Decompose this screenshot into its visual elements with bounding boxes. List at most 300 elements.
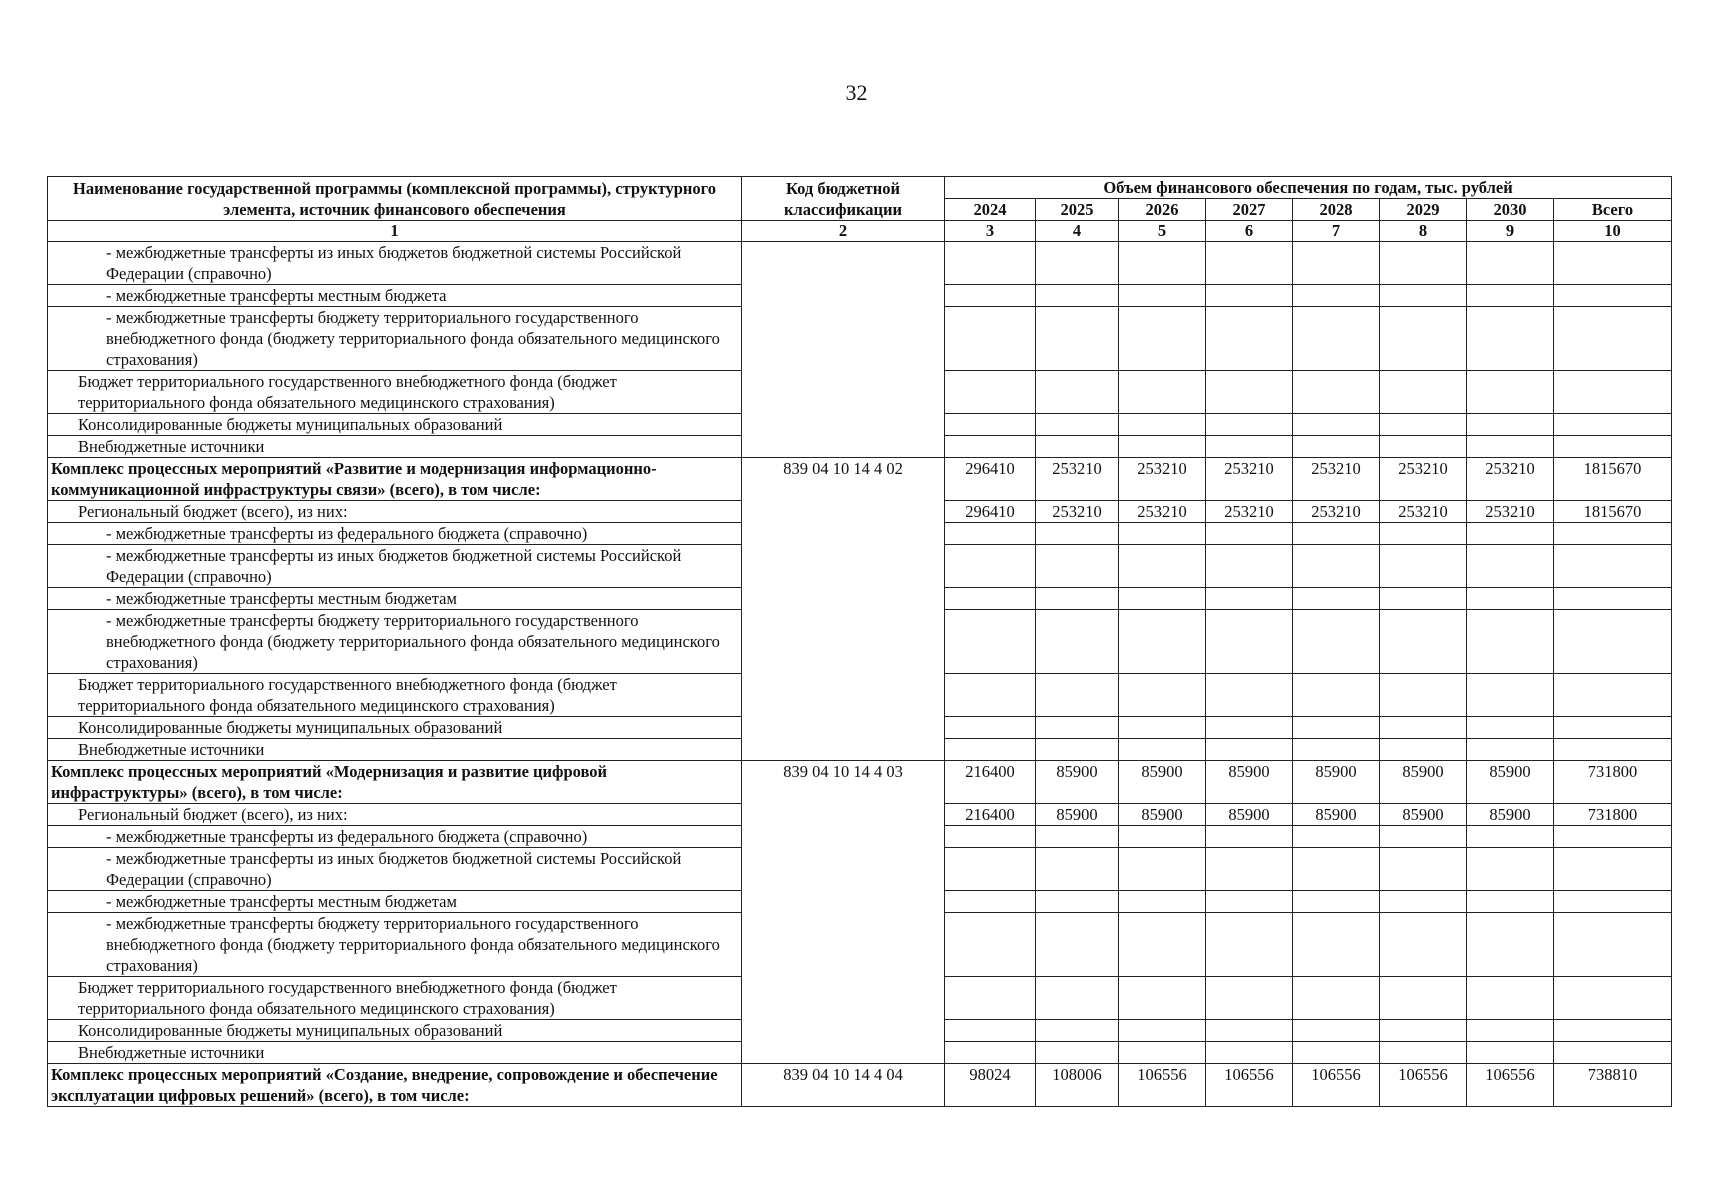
row-value — [1036, 674, 1119, 717]
row-value — [1119, 285, 1206, 307]
row-value — [1293, 285, 1380, 307]
row-value — [1036, 610, 1119, 674]
col-number: 6 — [1206, 221, 1293, 242]
row-value: 253210 — [1380, 458, 1467, 501]
table-row — [48, 610, 1672, 674]
row-name: - межбюджетные трансферты из иных бюджетов бюджетной системы Российской Федерации (справочно) — [48, 848, 742, 891]
table-row — [48, 371, 1672, 414]
row-value — [945, 913, 1036, 977]
row-value: 253210 — [1206, 501, 1293, 523]
row-value — [1467, 739, 1554, 761]
program-row — [48, 761, 1672, 804]
row-value — [1206, 1042, 1293, 1064]
table-row — [48, 545, 1672, 588]
header-code-col: Код бюджетной классификации — [742, 177, 945, 221]
row-value — [1206, 1020, 1293, 1042]
row-value — [1467, 913, 1554, 977]
row-value — [1380, 285, 1467, 307]
row-value — [1119, 545, 1206, 588]
row-value — [1467, 545, 1554, 588]
row-value — [1467, 307, 1554, 371]
program-row — [48, 1064, 1672, 1107]
row-value — [1206, 717, 1293, 739]
row-value: 253210 — [1036, 501, 1119, 523]
row-value — [1036, 523, 1119, 545]
row-value — [1467, 674, 1554, 717]
row-total — [1554, 436, 1672, 458]
row-code: 839 04 10 14 4 03 — [742, 761, 945, 804]
row-value: 108006 — [1036, 1064, 1119, 1107]
row-name: Региональный бюджет (всего), из них: — [48, 804, 742, 826]
row-code — [742, 545, 945, 588]
table-row — [48, 501, 1672, 523]
row-value — [1467, 436, 1554, 458]
row-value — [1119, 826, 1206, 848]
row-code — [742, 739, 945, 761]
row-value: 253210 — [1293, 458, 1380, 501]
row-total: 731800 — [1554, 761, 1672, 804]
row-value — [1119, 848, 1206, 891]
row-value — [945, 739, 1036, 761]
row-value — [1119, 610, 1206, 674]
row-name: Бюджет территориального государственного внебюджетного фонда (бюджет территориального фонда обязательного медицинского страхования) — [48, 977, 742, 1020]
table-row — [48, 674, 1672, 717]
row-value: 253210 — [1293, 501, 1380, 523]
row-value: 296410 — [945, 458, 1036, 501]
row-value — [1036, 307, 1119, 371]
row-value — [1293, 371, 1380, 414]
row-name: - межбюджетные трансферты бюджету территориального государственного внебюджетного фонда (бюджету территориального фонда обязательного медицинского страхования) — [48, 307, 742, 371]
row-value — [1036, 436, 1119, 458]
row-code — [742, 436, 945, 458]
row-code — [742, 891, 945, 913]
row-value — [1467, 285, 1554, 307]
row-value: 85900 — [1119, 761, 1206, 804]
row-total — [1554, 285, 1672, 307]
row-value: 85900 — [1380, 804, 1467, 826]
row-value — [1293, 977, 1380, 1020]
header-year: 2027 — [1206, 199, 1293, 221]
row-value — [1293, 848, 1380, 891]
row-value: 253210 — [1380, 501, 1467, 523]
header-year: 2028 — [1293, 199, 1380, 221]
row-value — [1206, 826, 1293, 848]
program-row — [48, 458, 1672, 501]
row-value: 106556 — [1467, 1064, 1554, 1107]
row-value — [1206, 674, 1293, 717]
row-value — [1206, 371, 1293, 414]
row-name: - межбюджетные трансферты из иных бюджетов бюджетной системы Российской Федерации (справочно) — [48, 242, 742, 285]
row-code — [742, 826, 945, 848]
row-value — [1467, 588, 1554, 610]
row-value — [945, 242, 1036, 285]
row-value — [1380, 610, 1467, 674]
header-total: Всего — [1554, 199, 1672, 221]
row-value: 253210 — [1119, 458, 1206, 501]
col-number: 7 — [1293, 221, 1380, 242]
row-total: 1815670 — [1554, 458, 1672, 501]
row-value — [945, 891, 1036, 913]
row-value: 98024 — [945, 1064, 1036, 1107]
row-value — [945, 545, 1036, 588]
row-value — [1293, 1042, 1380, 1064]
row-value: 106556 — [1380, 1064, 1467, 1107]
row-value — [1206, 285, 1293, 307]
row-value — [1206, 436, 1293, 458]
row-name: Региональный бюджет (всего), из них: — [48, 501, 742, 523]
header-year: 2025 — [1036, 199, 1119, 221]
row-name: - межбюджетные трансферты из федерального бюджета (справочно) — [48, 523, 742, 545]
row-value — [1467, 1042, 1554, 1064]
row-value — [1119, 436, 1206, 458]
table-row — [48, 717, 1672, 739]
row-value — [1380, 436, 1467, 458]
header-year: 2029 — [1380, 199, 1467, 221]
table-row — [48, 739, 1672, 761]
row-value — [1206, 610, 1293, 674]
row-value: 253210 — [1036, 458, 1119, 501]
row-value — [1036, 891, 1119, 913]
row-value: 85900 — [1206, 761, 1293, 804]
row-name: Комплекс процессных мероприятий «Модернизация и развитие цифровой инфраструктуры» (всего), в том числе: — [48, 761, 742, 804]
row-total: 1815670 — [1554, 501, 1672, 523]
table-row — [48, 1020, 1672, 1042]
row-value — [1380, 242, 1467, 285]
row-value — [1119, 891, 1206, 913]
row-name: - межбюджетные трансферты местным бюджетам — [48, 891, 742, 913]
row-total — [1554, 414, 1672, 436]
header-name-col: Наименование государственной программы (комплексной программы), структурного элемента, источник финансового обеспечения — [48, 177, 742, 221]
row-value — [945, 414, 1036, 436]
col-number: 10 — [1554, 221, 1672, 242]
table-row — [48, 242, 1672, 285]
row-value — [1036, 913, 1119, 977]
row-code — [742, 371, 945, 414]
row-value — [1380, 1042, 1467, 1064]
row-code — [742, 674, 945, 717]
row-name: Комплекс процессных мероприятий «Создание, внедрение, сопровождение и обеспечение эксплуатации цифровых решений» (всего), в том числе: — [48, 1064, 742, 1107]
row-value: 85900 — [1036, 804, 1119, 826]
row-value: 85900 — [1380, 761, 1467, 804]
header-volume-col: Объем финансового обеспечения по годам, тыс. рублей — [945, 177, 1672, 199]
row-value — [1036, 826, 1119, 848]
row-value — [1380, 1020, 1467, 1042]
table-row — [48, 804, 1672, 826]
row-value — [1293, 414, 1380, 436]
row-value — [1380, 545, 1467, 588]
row-code — [742, 242, 945, 285]
row-name: - межбюджетные трансферты местным бюджетам — [48, 588, 742, 610]
col-number: 4 — [1036, 221, 1119, 242]
row-value — [1119, 717, 1206, 739]
row-value — [1119, 588, 1206, 610]
row-name: Внебюджетные источники — [48, 436, 742, 458]
row-value — [1206, 242, 1293, 285]
row-name: - межбюджетные трансферты бюджету территориального государственного внебюджетного фонда (бюджету территориального фонда обязательного медицинского страхования) — [48, 610, 742, 674]
row-code — [742, 523, 945, 545]
row-name: Комплекс процессных мероприятий «Развитие и модернизация информационно-коммуникационной инфраструктуры связи» (всего), в том числе: — [48, 458, 742, 501]
row-value — [1467, 371, 1554, 414]
row-value — [1119, 523, 1206, 545]
row-value — [1119, 913, 1206, 977]
row-value — [1380, 739, 1467, 761]
row-name: Консолидированные бюджеты муниципальных образований — [48, 1020, 742, 1042]
row-value — [1036, 1020, 1119, 1042]
row-name: - межбюджетные трансферты из федерального бюджета (справочно) — [48, 826, 742, 848]
row-value — [1036, 1042, 1119, 1064]
row-name: Бюджет территориального государственного внебюджетного фонда (бюджет территориального фонда обязательного медицинского страхования) — [48, 371, 742, 414]
row-value — [1467, 891, 1554, 913]
row-total — [1554, 717, 1672, 739]
row-name: Бюджет территориального государственного внебюджетного фонда (бюджет территориального фонда обязательного медицинского страхования) — [48, 674, 742, 717]
row-value — [1293, 739, 1380, 761]
row-code: 839 04 10 14 4 04 — [742, 1064, 945, 1107]
row-value — [945, 674, 1036, 717]
row-value — [1119, 1042, 1206, 1064]
row-total — [1554, 307, 1672, 371]
row-value — [1119, 977, 1206, 1020]
row-name: - межбюджетные трансферты местным бюджета — [48, 285, 742, 307]
row-code — [742, 588, 945, 610]
row-value: 216400 — [945, 804, 1036, 826]
row-code — [742, 610, 945, 674]
row-value — [1380, 307, 1467, 371]
row-code — [742, 913, 945, 977]
row-value: 253210 — [1119, 501, 1206, 523]
row-value — [1467, 977, 1554, 1020]
row-value — [1293, 1020, 1380, 1042]
row-value — [1036, 371, 1119, 414]
table-row — [48, 848, 1672, 891]
row-value — [1206, 545, 1293, 588]
row-value — [1036, 717, 1119, 739]
row-value: 216400 — [945, 761, 1036, 804]
col-number: 8 — [1380, 221, 1467, 242]
row-value: 85900 — [1119, 804, 1206, 826]
table-body — [48, 242, 1672, 1107]
row-value — [1119, 414, 1206, 436]
table-row — [48, 826, 1672, 848]
table-row — [48, 285, 1672, 307]
row-total — [1554, 1042, 1672, 1064]
row-code — [742, 848, 945, 891]
row-value — [1380, 717, 1467, 739]
row-total — [1554, 523, 1672, 545]
row-value — [1119, 739, 1206, 761]
row-value — [1293, 588, 1380, 610]
row-code — [742, 804, 945, 826]
row-value — [1380, 977, 1467, 1020]
table-row — [48, 588, 1672, 610]
row-code — [742, 977, 945, 1020]
row-value — [1036, 588, 1119, 610]
row-total — [1554, 977, 1672, 1020]
row-value: 296410 — [945, 501, 1036, 523]
row-value — [1293, 242, 1380, 285]
row-value: 85900 — [1293, 804, 1380, 826]
row-value — [1293, 826, 1380, 848]
row-value — [1293, 717, 1380, 739]
row-name: - межбюджетные трансферты из иных бюджетов бюджетной системы Российской Федерации (справочно) — [48, 545, 742, 588]
header-col-numbers-row — [48, 221, 1672, 242]
col-number: 1 — [48, 221, 742, 242]
table-row — [48, 977, 1672, 1020]
row-name: - межбюджетные трансферты бюджету территориального государственного внебюджетного фонда (бюджету территориального фонда обязательного медицинского страхования) — [48, 913, 742, 977]
row-value — [945, 523, 1036, 545]
row-value — [1293, 891, 1380, 913]
row-value — [945, 717, 1036, 739]
row-value — [1380, 848, 1467, 891]
row-value — [1467, 848, 1554, 891]
row-total: 738810 — [1554, 1064, 1672, 1107]
row-value — [1467, 1020, 1554, 1042]
row-name: Внебюджетные источники — [48, 739, 742, 761]
row-value — [1293, 674, 1380, 717]
row-code — [742, 285, 945, 307]
row-value: 253210 — [1467, 501, 1554, 523]
row-value — [1036, 739, 1119, 761]
row-name: Консолидированные бюджеты муниципальных образований — [48, 717, 742, 739]
table-row — [48, 414, 1672, 436]
row-value — [1206, 588, 1293, 610]
row-value — [1293, 913, 1380, 977]
row-value — [1380, 891, 1467, 913]
row-value — [1293, 436, 1380, 458]
row-total — [1554, 242, 1672, 285]
row-value — [1206, 523, 1293, 545]
row-value: 253210 — [1206, 458, 1293, 501]
row-total — [1554, 1020, 1672, 1042]
row-value: 85900 — [1467, 761, 1554, 804]
row-total — [1554, 826, 1672, 848]
row-value — [1293, 523, 1380, 545]
row-value — [1206, 891, 1293, 913]
row-value — [1119, 242, 1206, 285]
row-value — [945, 436, 1036, 458]
row-total — [1554, 913, 1672, 977]
row-value — [1119, 1020, 1206, 1042]
row-value — [1206, 977, 1293, 1020]
row-total — [1554, 545, 1672, 588]
row-value — [945, 826, 1036, 848]
row-value — [1206, 307, 1293, 371]
row-value — [1206, 739, 1293, 761]
row-value — [945, 1042, 1036, 1064]
row-value — [1206, 913, 1293, 977]
table-row — [48, 913, 1672, 977]
row-value — [1467, 242, 1554, 285]
page-number: 32 — [845, 80, 868, 105]
row-total — [1554, 891, 1672, 913]
row-value — [1036, 977, 1119, 1020]
row-value — [945, 977, 1036, 1020]
header-year: 2024 — [945, 199, 1036, 221]
row-code — [742, 501, 945, 523]
row-value: 106556 — [1293, 1064, 1380, 1107]
row-value — [1467, 414, 1554, 436]
row-value — [1380, 414, 1467, 436]
row-value — [945, 1020, 1036, 1042]
row-value — [1380, 913, 1467, 977]
row-value — [1036, 242, 1119, 285]
col-number: 2 — [742, 221, 945, 242]
header-year: 2026 — [1119, 199, 1206, 221]
row-value: 85900 — [1206, 804, 1293, 826]
row-value: 85900 — [1036, 761, 1119, 804]
row-value: 106556 — [1119, 1064, 1206, 1107]
table-row — [48, 436, 1672, 458]
row-value — [945, 588, 1036, 610]
row-value — [1293, 307, 1380, 371]
row-value: 85900 — [1467, 804, 1554, 826]
row-value — [1119, 307, 1206, 371]
row-total — [1554, 848, 1672, 891]
row-name: Внебюджетные источники — [48, 1042, 742, 1064]
row-value — [1206, 414, 1293, 436]
row-value — [1206, 848, 1293, 891]
financing-table — [47, 176, 1672, 1107]
row-code — [742, 1042, 945, 1064]
row-value — [1293, 545, 1380, 588]
row-value — [945, 610, 1036, 674]
row-value — [1380, 523, 1467, 545]
row-name: Консолидированные бюджеты муниципальных образований — [48, 414, 742, 436]
row-code — [742, 307, 945, 371]
table-row — [48, 891, 1672, 913]
row-code: 839 04 10 14 4 02 — [742, 458, 945, 501]
row-value — [1467, 826, 1554, 848]
col-number: 5 — [1119, 221, 1206, 242]
row-total — [1554, 371, 1672, 414]
row-value — [1380, 371, 1467, 414]
table-row — [48, 523, 1672, 545]
row-value — [1467, 717, 1554, 739]
row-value: 106556 — [1206, 1064, 1293, 1107]
row-code — [742, 1020, 945, 1042]
row-total: 731800 — [1554, 804, 1672, 826]
row-total — [1554, 610, 1672, 674]
row-value — [1467, 523, 1554, 545]
header-year: 2030 — [1467, 199, 1554, 221]
row-value — [1119, 371, 1206, 414]
row-value — [945, 371, 1036, 414]
row-value — [1380, 674, 1467, 717]
col-number: 9 — [1467, 221, 1554, 242]
row-code — [742, 717, 945, 739]
header-row-top — [48, 177, 1672, 199]
row-value — [945, 848, 1036, 891]
row-code — [742, 414, 945, 436]
row-value — [945, 285, 1036, 307]
row-value: 85900 — [1293, 761, 1380, 804]
col-number: 3 — [945, 221, 1036, 242]
row-value — [945, 307, 1036, 371]
row-value — [1036, 285, 1119, 307]
row-value — [1036, 848, 1119, 891]
row-value — [1467, 610, 1554, 674]
row-total — [1554, 674, 1672, 717]
row-total — [1554, 739, 1672, 761]
table-row — [48, 307, 1672, 371]
row-value — [1293, 610, 1380, 674]
row-value — [1036, 414, 1119, 436]
row-value: 253210 — [1467, 458, 1554, 501]
row-value — [1036, 545, 1119, 588]
row-value — [1380, 588, 1467, 610]
table-row — [48, 1042, 1672, 1064]
row-value — [1380, 826, 1467, 848]
row-total — [1554, 588, 1672, 610]
